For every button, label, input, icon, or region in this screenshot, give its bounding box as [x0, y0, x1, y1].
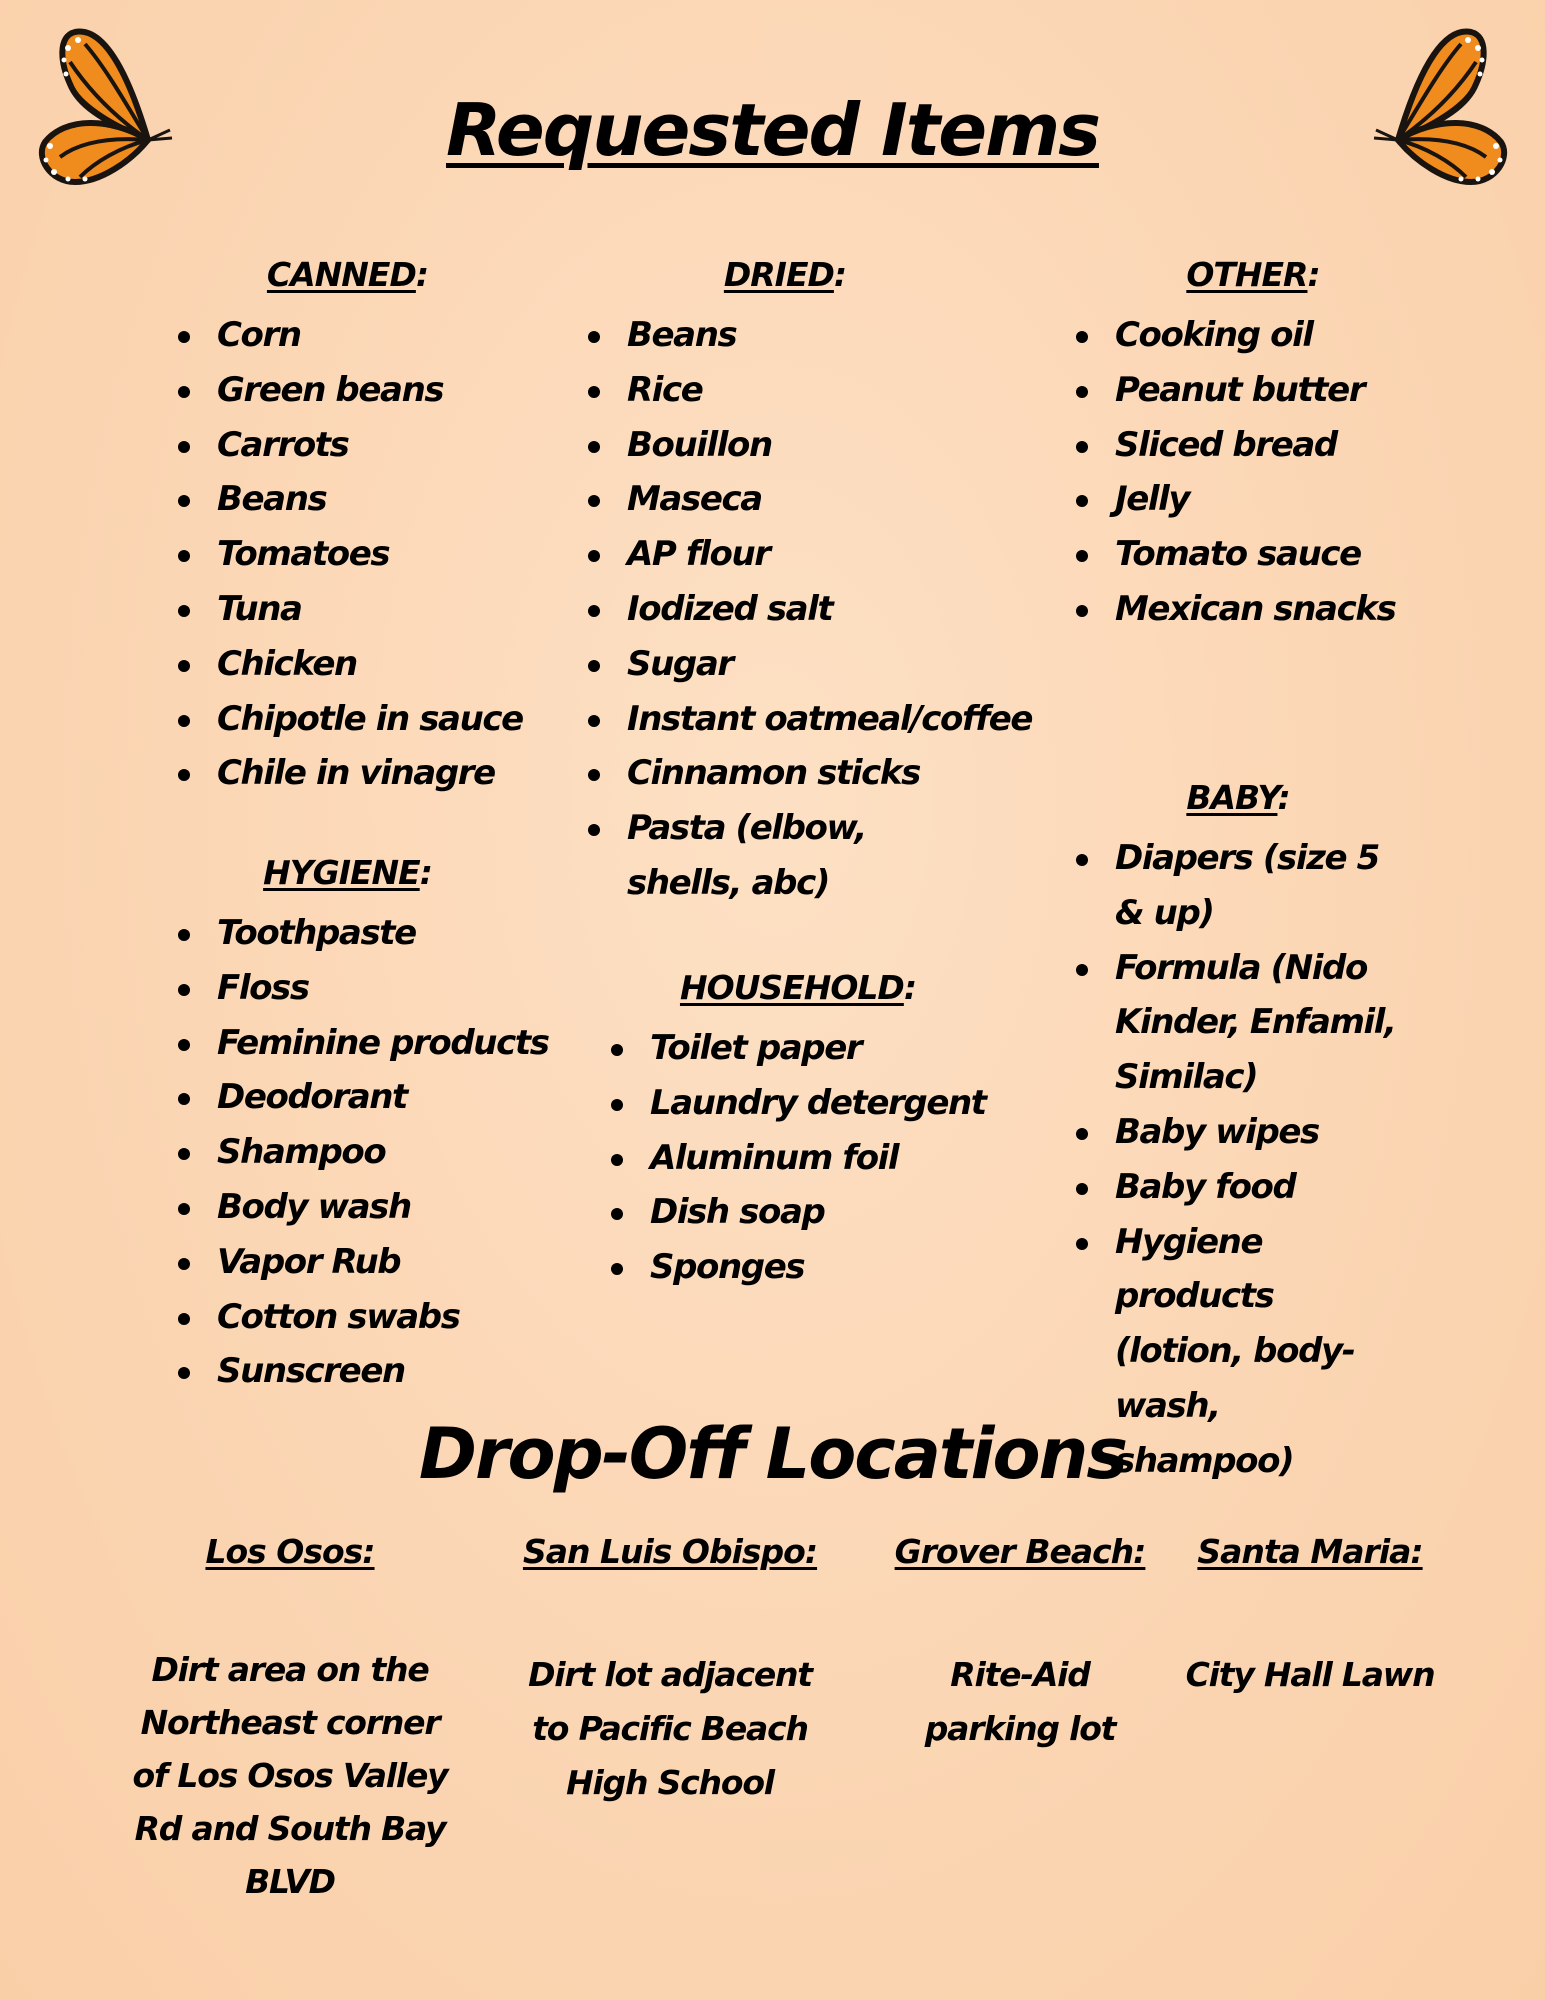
list-item: Body wash [175, 1180, 520, 1235]
section-heading-text: OTHER [1186, 255, 1308, 294]
list-item: Sunscreen [175, 1344, 520, 1399]
section-heading [1073, 778, 1403, 817]
location-name: San Luis Obispo: [522, 1532, 818, 1571]
location-grover-beach [885, 1532, 1155, 1756]
section-heading-text: DRIED [723, 255, 834, 294]
list-item: Aluminum foil [608, 1131, 988, 1186]
heading-colon: : [1307, 255, 1320, 294]
hygiene-section [175, 853, 549, 1399]
list-item: Diapers (size 5 & up) [1073, 831, 1403, 941]
location-name: Los Osos: [205, 1532, 375, 1571]
location-name: Grover Beach: [894, 1532, 1146, 1571]
list-item: Instant oatmeal/coffee [585, 692, 985, 747]
location-address: City Hall Lawn [1185, 1655, 1435, 1694]
section-heading [175, 853, 520, 892]
list-item: Carrots [175, 418, 520, 473]
heading-colon: : [415, 255, 429, 294]
list-item: Chicken [175, 637, 520, 692]
item-list [1073, 308, 1433, 637]
list-item: Toilet paper [608, 1021, 988, 1076]
list-item: Sugar [585, 637, 985, 692]
list-item: Tomato sauce [1073, 527, 1433, 582]
page-title: Requested Items [446, 88, 1099, 172]
list-item: Jelly [1073, 472, 1433, 527]
location-name: Santa Maria: [1197, 1532, 1423, 1571]
list-item: Deodorant [175, 1070, 520, 1125]
list-item: Sliced bread [1073, 418, 1433, 473]
list-item: Cooking oil [1073, 308, 1433, 363]
list-item: Baby wipes [1073, 1105, 1403, 1160]
list-item: Floss [175, 961, 520, 1016]
location-san-luis-obispo [510, 1532, 830, 1810]
list-item: Beans [175, 472, 520, 527]
list-item: Green beans [175, 363, 520, 418]
list-item: Maseca [585, 472, 985, 527]
section-heading [585, 255, 985, 294]
location-address: Dirt area on the Northeast corner of Los Osos Valley Rd and South Bay BLVD [132, 1650, 448, 1901]
list-item: Dish soap [608, 1185, 988, 1240]
heading-colon: : [1277, 778, 1290, 817]
list-item: Mexican snacks [1073, 582, 1433, 637]
section-heading [608, 968, 988, 1007]
list-item: Iodized salt [585, 582, 985, 637]
list-item: Chipotle in sauce [175, 692, 520, 747]
list-item: Rice [585, 363, 985, 418]
list-item: Chile in vinagre [175, 746, 520, 801]
list-item: Baby food [1073, 1160, 1403, 1215]
section-heading-text: BABY [1186, 778, 1278, 817]
location-address: Dirt lot adjacent to Pacific Beach High School [528, 1655, 812, 1802]
other-section [1073, 255, 1433, 637]
list-item: Cinnamon sticks [585, 746, 985, 801]
list-item: Laundry detergent [608, 1076, 988, 1131]
list-item: Bouillon [585, 418, 985, 473]
list-item: Feminine products [175, 1016, 520, 1071]
section-heading-text: CANNED [266, 255, 416, 294]
canned-section [175, 255, 523, 801]
location-address: Rite-Aid parking lot [924, 1655, 1116, 1748]
item-list [175, 906, 549, 1399]
baby-section [1073, 778, 1403, 1489]
list-item: Corn [175, 308, 520, 363]
list-item: Tuna [175, 582, 520, 637]
item-list [608, 1021, 988, 1295]
list-item: Beans [585, 308, 985, 363]
list-item: AP flour [585, 527, 985, 582]
list-item: Shampoo [175, 1125, 520, 1180]
section-heading-text: HOUSEHOLD [679, 968, 904, 1007]
list-item: Tomatoes [175, 527, 520, 582]
list-item: Sponges [608, 1240, 988, 1295]
list-item: Cotton swabs [175, 1290, 520, 1345]
section-heading [1073, 255, 1433, 294]
heading-colon: : [833, 255, 847, 294]
dropoff-title: Drop-Off Locations [418, 1413, 1127, 1495]
item-list [1073, 831, 1403, 1489]
list-item: Hygiene products (lotion, body-wash, shampoo) [1073, 1215, 1403, 1489]
dried-section [585, 255, 1033, 911]
item-list [585, 308, 1033, 911]
list-item: Vapor Rub [175, 1235, 520, 1290]
list-item: Pasta (elbow, shells, abc) [585, 801, 985, 911]
location-los-osos [130, 1532, 450, 1908]
location-santa-maria [1185, 1532, 1435, 1702]
heading-colon: : [903, 968, 917, 1007]
section-heading [175, 255, 520, 294]
heading-colon: : [419, 853, 432, 892]
list-item: Toothpaste [175, 906, 520, 961]
list-item: Peanut butter [1073, 363, 1433, 418]
household-section [608, 968, 988, 1295]
list-item: Formula (Nido Kinder, Enfamil, Similac) [1073, 941, 1403, 1105]
item-list [175, 308, 523, 801]
section-heading-text: HYGIENE [263, 853, 420, 892]
